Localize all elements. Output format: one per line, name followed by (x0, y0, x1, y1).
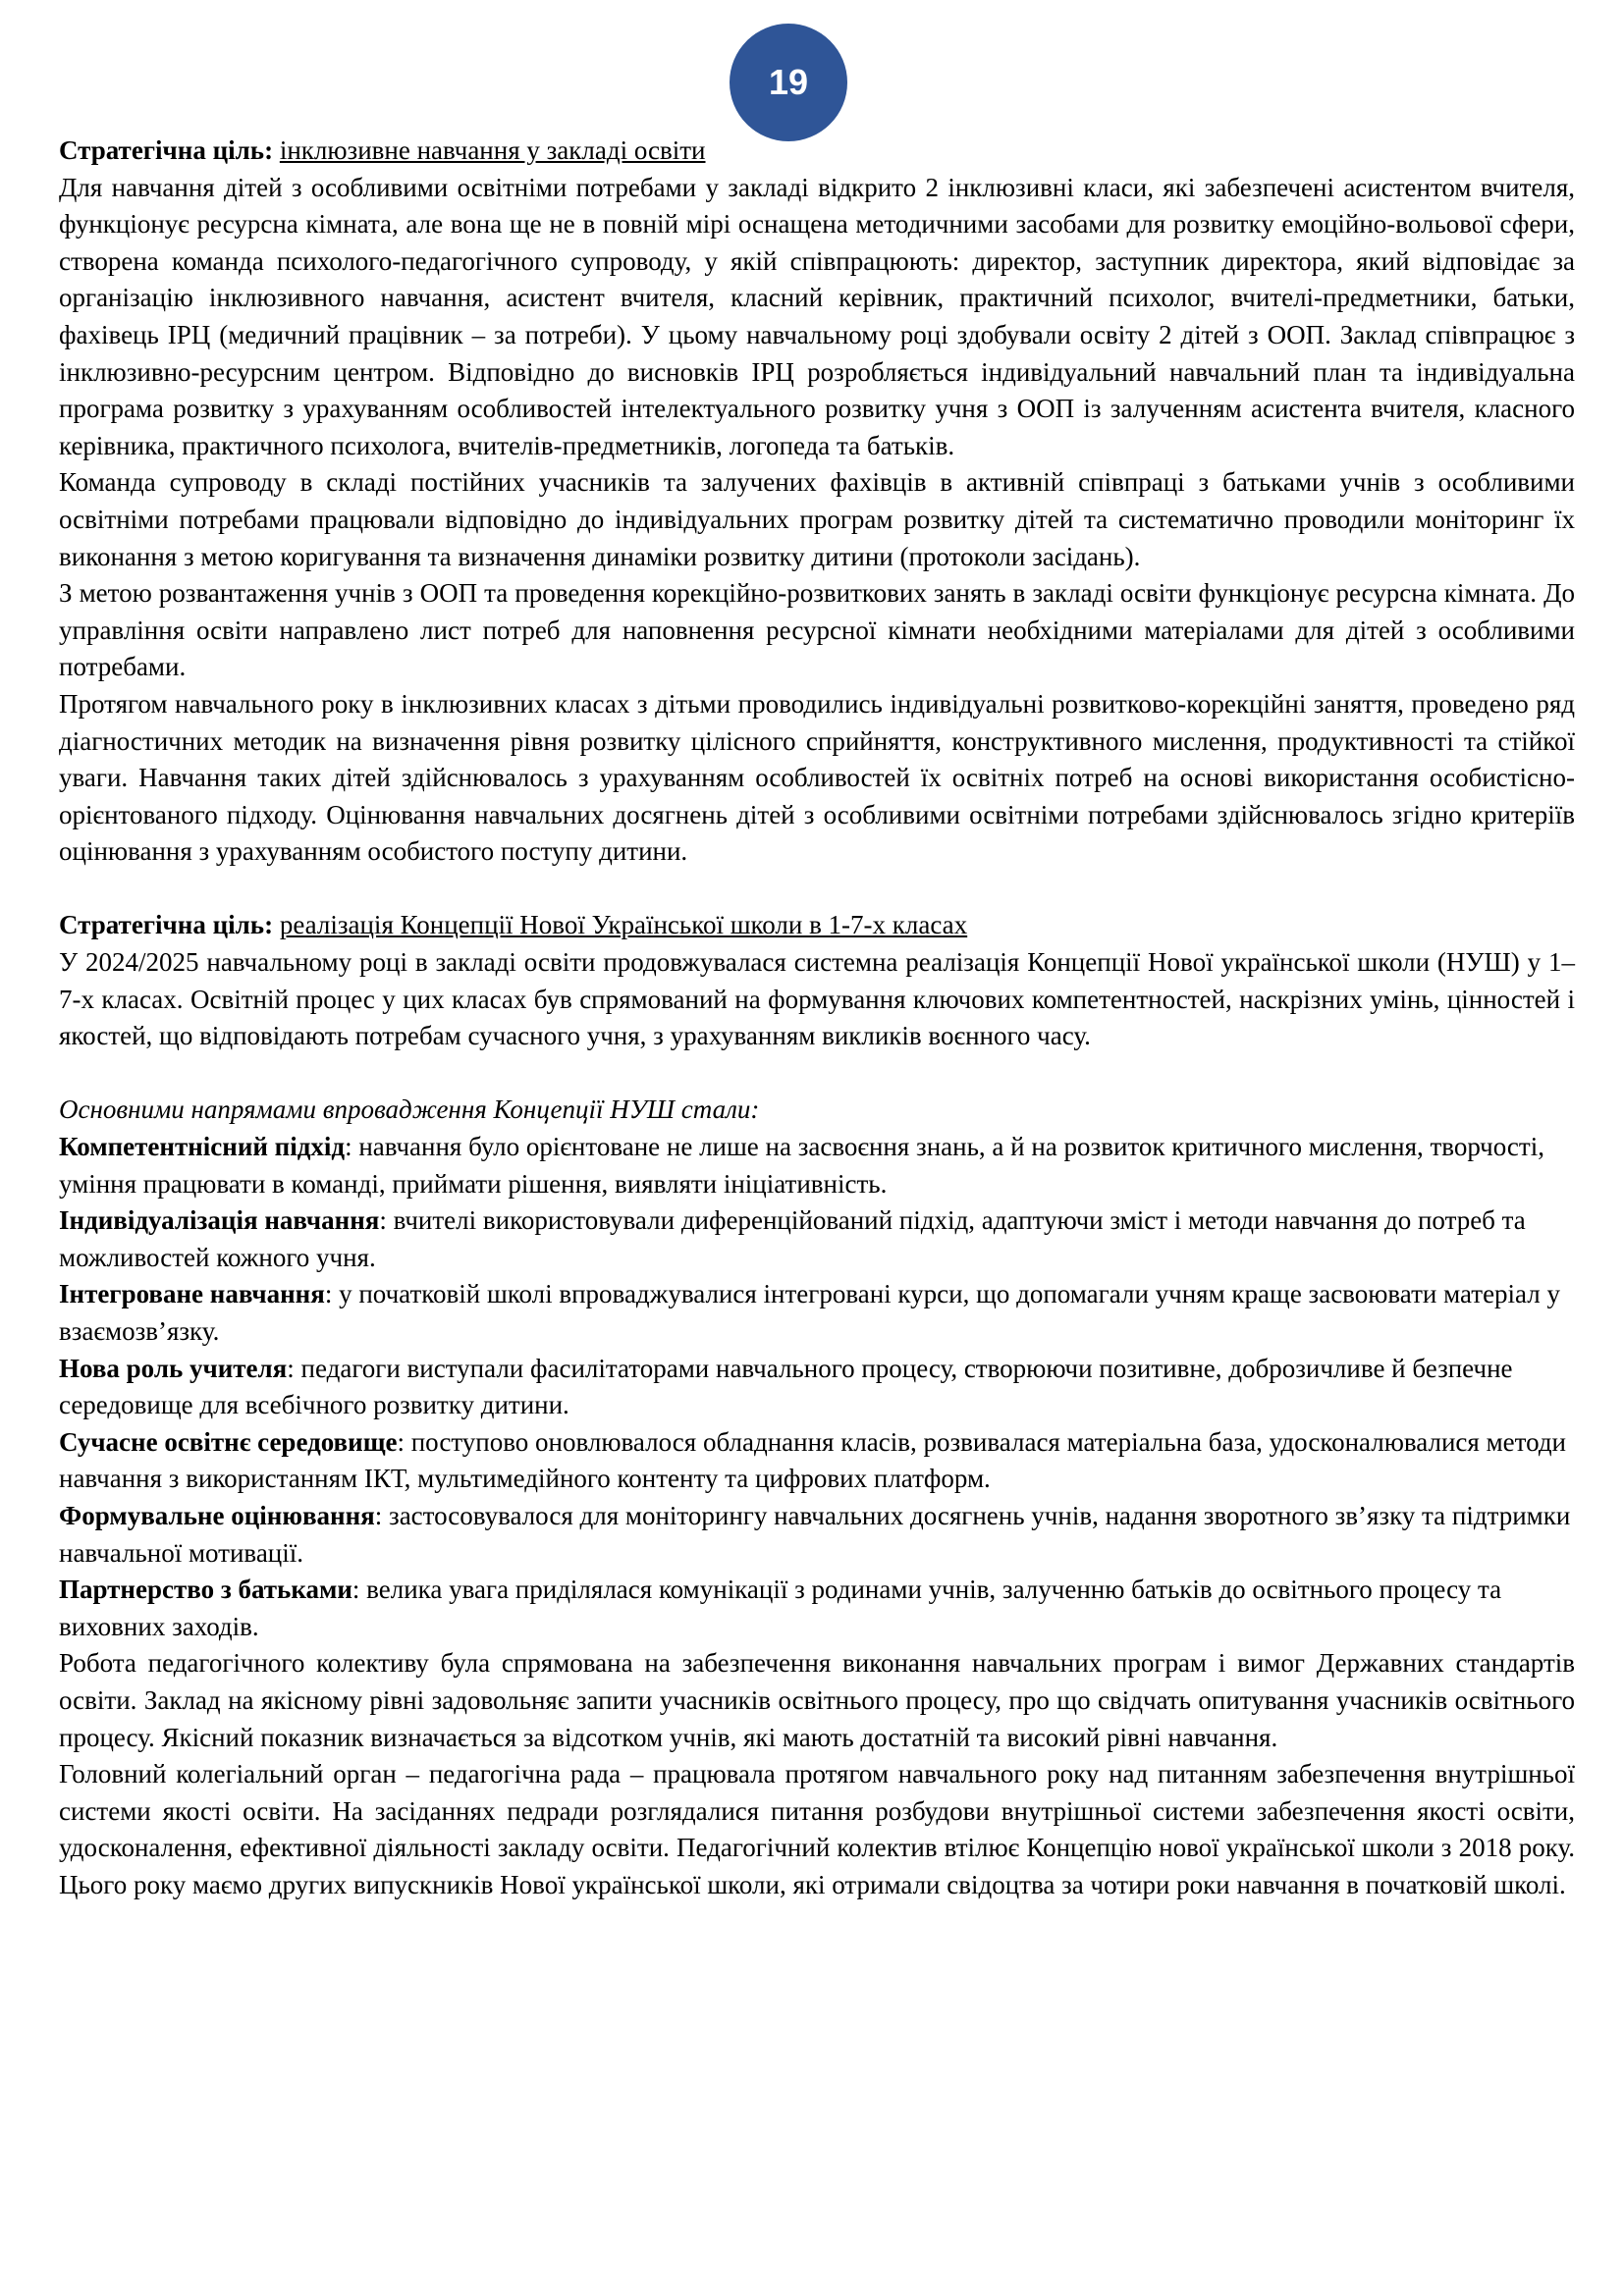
section1-heading (59, 133, 1575, 170)
direction-item (59, 1202, 1575, 1276)
section1-paragraph: Команда супроводу в складі постійних учасників та залучених фахівців в активній співпраці з батьками учнів з особливими освітніми потребами працювали відповідно до індивідуальних програм розвитку дітей та систематично проводили моніторинг їх виконання з метою коригування та визначення динаміки розвитку дитини (протоколи засідань). (59, 467, 1575, 571)
section1-paragraph: З метою розвантаження учнів з ООП та проведення корекційно-розвиткових занять в закладі освіти функціонує ресурсна кімната. До управління освіти направлено лист потреб для наповнення ресурсної кімнати необхідними матеріалами для дітей з особливими потребами. (59, 578, 1575, 682)
section2-title: реалізація Концепції Нової Української школи в 1-7-х класах (279, 910, 968, 940)
direction-term: Індивідуалізація навчання (59, 1205, 380, 1236)
direction-item (59, 1276, 1575, 1350)
page-number-badge (730, 24, 847, 141)
direction-text: : вчителі використовували диференційований підхід, адаптуючи зміст і методи навчання до потреб та можливостей кожного учня. (59, 1205, 1526, 1272)
direction-text: : у початковій школі впроваджувалися інтегровані курси, що допомагали учням краще засвоювати матеріал у взаємозв’язку. (59, 1279, 1561, 1346)
direction-item (59, 1424, 1575, 1498)
direction-item (59, 1351, 1575, 1424)
direction-term: Компетентнісний підхід (59, 1132, 346, 1162)
directions-intro: Основними напрямами впровадження Концепції НУШ стали: (59, 1095, 760, 1125)
closing-paragraph: Головний колегіальний орган – педагогічна рада – працювала протягом навчального року над питанням забезпечення внутрішньої системи якості освіти. На засіданнях педради розглядалися питання розбудови внутрішньої системи забезпечення якості освіти, удосконалення, ефективної діяльності закладу освіти. Педагогічний колектив втілює Концепцію нової української школи з 2018 року. Цього року маємо других випускників Нової української школи, які отримали свідоцтва за чотири роки навчання в початковій школі. (59, 1759, 1575, 1899)
section2-heading (59, 907, 1575, 944)
direction-item (59, 1498, 1575, 1572)
document-body (59, 133, 1575, 1904)
direction-text: : велика увага приділялася комунікації з родинами учнів, залученню батьків до освітнього процесу та виховних заходів. (59, 1575, 1502, 1641)
section1-title: інклюзивне навчання у закладі освіти (279, 135, 706, 165)
direction-term: Інтегроване навчання (59, 1279, 325, 1309)
section2-paragraph: У 2024/2025 навчальному році в закладі освіти продовжувалася системна реалізація Концепції Нової української школи (НУШ) у 1–7-х класах. Освітній процес у цих класах був спрямований на формування ключових компетентностей, наскрізних умінь, цінностей і якостей, що відповідають потребам сучасного учня, з урахуванням викликів воєнного часу. (59, 947, 1575, 1051)
direction-item (59, 1129, 1575, 1202)
direction-item (59, 1572, 1575, 1645)
section1-paragraph: Для навчання дітей з особливими освітніми потребами у закладі відкрито 2 інклюзивні класи, які забезпечені асистентом вчителя, функціонує ресурсна кімната, але вона ще не в повній мірі оснащена методичними засобами для розвитку емоційно-вольової сфери, створена команда психолого-педагогічного супроводу, у якій співпрацюють: директор, заступник директора, який відповідає за організацію інклюзивного навчання, асистент вчителя, класний керівник, практичний психолог, вчителі-предметники, батьки, фахівець ІРЦ (медичний працівник – за потреби). У цьому навчальному році здобували освіту 2 дітей з ООП. Заклад співпрацює з інклюзивно-ресурсним центром. Відповідно до висновків ІРЦ розробляється індивідуальний навчальний план та індивідуальна програма розвитку з урахуванням особливостей інтелектуального розвитку учня з ООП із залученням асистента вчителя, класного керівника, практичного психолога, вчителів-предметників, логопеда та батьків. (59, 172, 1575, 460)
direction-term: Формувальне оцінювання (59, 1500, 375, 1530)
direction-text: : застосовувалося для моніторингу навчальних досягнень учнів, надання зворотного зв’язку та підтримки навчальної мотивації. (59, 1500, 1571, 1568)
direction-term: Сучасне освітнє середовище (59, 1426, 398, 1457)
section1-paragraph: Протягом навчального року в інклюзивних класах з дітьми проводились індивідуальні розвитково-корекційні заняття, проведено ряд діагностичних методик на визначення рівня розвитку цілісного сприйняття, конструктивного мислення, продуктивності та стійкої уваги. Навчання таких дітей здійснювалось з урахуванням особливостей їх освітніх потреб на основі використання особистісно-орієнтованого підходу. Оцінювання навчальних досягнень дітей з особливими освітніми потребами здійснювалось згідно критеріїв оцінювання з урахуванням особистого поступу дитини. (59, 688, 1575, 867)
direction-text: : педагоги виступали фасилітаторами навчального процесу, створюючи позитивне, доброзичливе й безпечне середовище для всебічного розвитку дитини. (59, 1353, 1513, 1420)
direction-text: : поступово оновлювалося обладнання класів, розвивалася матеріальна база, удосконалювалися методи навчання з використанням ІКТ, мультимедійного контенту та цифрових платформ. (59, 1426, 1567, 1494)
closing-paragraph: Робота педагогічного колективу була спрямована на забезпечення виконання навчальних програм і вимог Державних стандартів освіти. Заклад на якісному рівні задовольняє запити учасників освітнього процесу, про що свідчать опитування учасників освітнього процесу. Якісний показник визначається за відсотком учнів, які мають достатній та високий рівні навчання. (59, 1648, 1575, 1752)
page-number: 19 (768, 62, 809, 102)
section1-label: Стратегічна ціль: (59, 135, 274, 165)
section2-label: Стратегічна ціль: (59, 910, 274, 940)
direction-term: Нова роль учителя (59, 1353, 288, 1383)
direction-text: : навчання було орієнтоване не лише на засвоєння знань, а й на розвиток критичного мислення, творчості, уміння працювати в команді, приймати рішення, виявляти ініціативність. (59, 1132, 1544, 1199)
direction-term: Партнерство з батьками (59, 1575, 352, 1605)
